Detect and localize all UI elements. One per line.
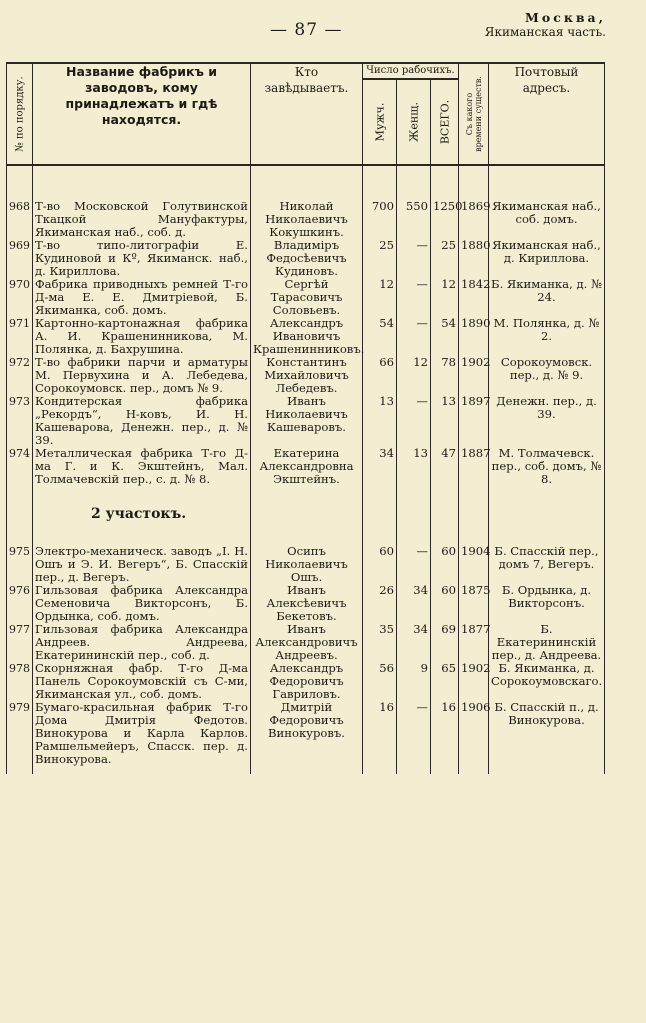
city-name: Москва, bbox=[525, 10, 606, 25]
total-count: 1250 bbox=[431, 200, 459, 239]
table-row bbox=[7, 200, 605, 239]
women-count: 34 bbox=[397, 584, 431, 623]
row-number: 974 bbox=[7, 447, 33, 486]
since-year: 1887 bbox=[459, 447, 489, 486]
men-count: 56 bbox=[363, 662, 397, 701]
women-count: 550 bbox=[397, 200, 431, 239]
total-count: 60 bbox=[431, 584, 459, 623]
factory-name: Электро-механическ. заводъ „І. Н. Ошъ и Э. И. Вегеръ“, Б. Спасскій пер., д. Вегеръ. bbox=[33, 545, 251, 584]
factory-name: Картонно-картонажная фабрика А. И. Крашенинникова, М. Полянка, д. Бахрушина. bbox=[33, 317, 251, 356]
men-count: 12 bbox=[363, 278, 397, 317]
header-men: Мужч. bbox=[363, 79, 397, 165]
men-count: 26 bbox=[363, 584, 397, 623]
since-year: 1880 bbox=[459, 239, 489, 278]
manager-name: Иванъ Алексѣевичъ Бекетовъ. bbox=[251, 584, 363, 623]
since-year: 1869 bbox=[459, 200, 489, 239]
table-row bbox=[7, 278, 605, 317]
women-count: 9 bbox=[397, 662, 431, 701]
total-count: 16 bbox=[431, 701, 459, 766]
row-number: 973 bbox=[7, 395, 33, 447]
section-1-rows bbox=[7, 165, 605, 486]
manager-name: Дмитрій Федоровичъ Винокуровъ. bbox=[251, 701, 363, 766]
women-count: — bbox=[397, 395, 431, 447]
manager-name: Иванъ Николаевичъ Кашеваровъ. bbox=[251, 395, 363, 447]
header-workers-group: Число рабочихъ. bbox=[363, 63, 459, 79]
section-2-heading bbox=[7, 486, 605, 545]
table-row bbox=[7, 239, 605, 278]
postal-address: Б. Спасскій п., д. Винокурова. bbox=[489, 701, 605, 766]
factory-name: Гильзовая фабрика Александра Андреев. Андреева, Екатерининскій пер., соб. д. bbox=[33, 623, 251, 662]
total-count: 13 bbox=[431, 395, 459, 447]
since-year: 1902 bbox=[459, 662, 489, 701]
women-count: — bbox=[397, 701, 431, 766]
factory-name: Скорняжная фабр. Т-го Д-ма Панель Сорокоумовскій съ С-ми, Якиманская ул., соб. домъ. bbox=[33, 662, 251, 701]
section-2-rows bbox=[7, 545, 605, 766]
since-year: 1875 bbox=[459, 584, 489, 623]
manager-name: Екатерина Александровна Экштейнъ. bbox=[251, 447, 363, 486]
men-count: 16 bbox=[363, 701, 397, 766]
men-count: 25 bbox=[363, 239, 397, 278]
row-number: 976 bbox=[7, 584, 33, 623]
factory-name: Т-во типо-литографіи Е. Кудиновой и Кº, Якиманск. наб., д. Кириллова. bbox=[33, 239, 251, 278]
section-title: 2 участокъ. bbox=[33, 486, 251, 545]
factory-name: Металлическая фабрика Т-го Д-ма Г. и К. Экштейнъ, Мал. Толмачевскій пер., с. д. № 8. bbox=[33, 447, 251, 486]
since-year: 1906 bbox=[459, 701, 489, 766]
row-number: 971 bbox=[7, 317, 33, 356]
row-number: 979 bbox=[7, 701, 33, 766]
manager-name: Владиміръ Федосѣевичъ Кудиновъ. bbox=[251, 239, 363, 278]
men-count: 60 bbox=[363, 545, 397, 584]
women-count: — bbox=[397, 278, 431, 317]
table-row bbox=[7, 395, 605, 447]
factory-name: Т-во Московской Голутвинской Ткацкой Мануфактуры, Якиманская наб., соб. д. bbox=[33, 200, 251, 239]
total-count: 47 bbox=[431, 447, 459, 486]
header-address: Почтовый адресъ. bbox=[489, 63, 605, 165]
table-row bbox=[7, 584, 605, 623]
men-count: 13 bbox=[363, 395, 397, 447]
factory-name: Бумаго-красильная фабрик Т-го Дома Дмитрія Федотов. Винокурова и Карла Карлов. Рамшельмейеръ, Спасск. пер. д. Винокурова. bbox=[33, 701, 251, 766]
men-count: 54 bbox=[363, 317, 397, 356]
postal-address: М. Полянка, д. № 2. bbox=[489, 317, 605, 356]
page-number: — 87 — bbox=[270, 20, 343, 40]
table-row bbox=[7, 317, 605, 356]
since-year: 1842 bbox=[459, 278, 489, 317]
factory-name: Кондитерская фабрика „Рекордъ“, Н-ковъ, И. Н. Кашеварова, Денежн. пер., д. № 39. bbox=[33, 395, 251, 447]
postal-address: Якиманская наб., соб. домъ. bbox=[489, 200, 605, 239]
women-count: — bbox=[397, 317, 431, 356]
total-count: 69 bbox=[431, 623, 459, 662]
postal-address: Б. Якиманка, д. № 24. bbox=[489, 278, 605, 317]
postal-address: Якиманская наб., д. Кириллова. bbox=[489, 239, 605, 278]
total-count: 25 bbox=[431, 239, 459, 278]
row-number: 978 bbox=[7, 662, 33, 701]
table-row bbox=[7, 356, 605, 395]
table-row bbox=[7, 662, 605, 701]
factory-name: Т-во фабрики парчи и арматуры М. Первухина и А. Лебедева, Сорокоумовск. пер., домъ № 9. bbox=[33, 356, 251, 395]
header-since-year: Съ какого времени существ. bbox=[459, 63, 489, 165]
manager-name: Осипъ Николаевичъ Ошъ. bbox=[251, 545, 363, 584]
since-year: 1904 bbox=[459, 545, 489, 584]
factory-ledger-table bbox=[6, 62, 605, 774]
row-number: 972 bbox=[7, 356, 33, 395]
postal-address: Б. Екатерининскій пер., д. Андреева. bbox=[489, 623, 605, 662]
header-women: Женщ. bbox=[397, 79, 431, 165]
since-year: 1897 bbox=[459, 395, 489, 447]
table-row bbox=[7, 447, 605, 486]
header-manager: Кто завѣдываетъ. bbox=[251, 63, 363, 165]
since-year: 1890 bbox=[459, 317, 489, 356]
header-factory-name: Название фабрикъ и заводовъ, кому принадлежатъ и гдѣ находятся. bbox=[33, 63, 251, 165]
manager-name: Александръ Ивановичъ Крашенинниковъ. bbox=[251, 317, 363, 356]
header-total: ВСЕГО. bbox=[431, 79, 459, 165]
factory-name: Гильзовая фабрика Александра Семеновича Викторсонъ, Б. Ордынка, соб. домъ. bbox=[33, 584, 251, 623]
postal-address: Сорокоумовск. пер., д. № 9. bbox=[489, 356, 605, 395]
row-number: 969 bbox=[7, 239, 33, 278]
manager-name: Сергѣй Тарасовичъ Соловьевъ. bbox=[251, 278, 363, 317]
women-count: — bbox=[397, 545, 431, 584]
women-count: 12 bbox=[397, 356, 431, 395]
row-number: 968 bbox=[7, 200, 33, 239]
postal-address: Денежн. пер., д. 39. bbox=[489, 395, 605, 447]
row-number: 970 bbox=[7, 278, 33, 317]
postal-address: Б. Ордынка, д. Викторсонъ. bbox=[489, 584, 605, 623]
men-count: 700 bbox=[363, 200, 397, 239]
manager-name: Николай Николаевичъ Кокушкинъ. bbox=[251, 200, 363, 239]
total-count: 65 bbox=[431, 662, 459, 701]
men-count: 66 bbox=[363, 356, 397, 395]
row-number: 975 bbox=[7, 545, 33, 584]
row-number: 977 bbox=[7, 623, 33, 662]
postal-address: Б. Спасскій пер., домъ 7, Вегеръ. bbox=[489, 545, 605, 584]
table-row bbox=[7, 623, 605, 662]
district-name: Якиманская часть. bbox=[484, 25, 606, 39]
running-header bbox=[485, 10, 606, 40]
table-row bbox=[7, 701, 605, 766]
table-row bbox=[7, 545, 605, 584]
header-row-number: № по порядку. bbox=[7, 63, 33, 165]
postal-address: Б. Якиманка, д. Сорокоумовскаго. bbox=[489, 662, 605, 701]
total-count: 54 bbox=[431, 317, 459, 356]
since-year: 1877 bbox=[459, 623, 489, 662]
since-year: 1902 bbox=[459, 356, 489, 395]
manager-name: Александръ Федоровичъ Гавриловъ. bbox=[251, 662, 363, 701]
postal-address: М. Толмачевск. пер., соб. домъ, № 8. bbox=[489, 447, 605, 486]
total-count: 12 bbox=[431, 278, 459, 317]
women-count: 34 bbox=[397, 623, 431, 662]
women-count: — bbox=[397, 239, 431, 278]
men-count: 34 bbox=[363, 447, 397, 486]
men-count: 35 bbox=[363, 623, 397, 662]
manager-name: Иванъ Александровичъ Андреевъ. bbox=[251, 623, 363, 662]
manager-name: Константинъ Михайловичъ Лебедевъ. bbox=[251, 356, 363, 395]
factory-name: Фабрика приводныхъ ремней Т-го Д-ма Е. Е. Дмитріевой, Б. Якиманка, соб. домъ. bbox=[33, 278, 251, 317]
women-count: 13 bbox=[397, 447, 431, 486]
total-count: 78 bbox=[431, 356, 459, 395]
total-count: 60 bbox=[431, 545, 459, 584]
